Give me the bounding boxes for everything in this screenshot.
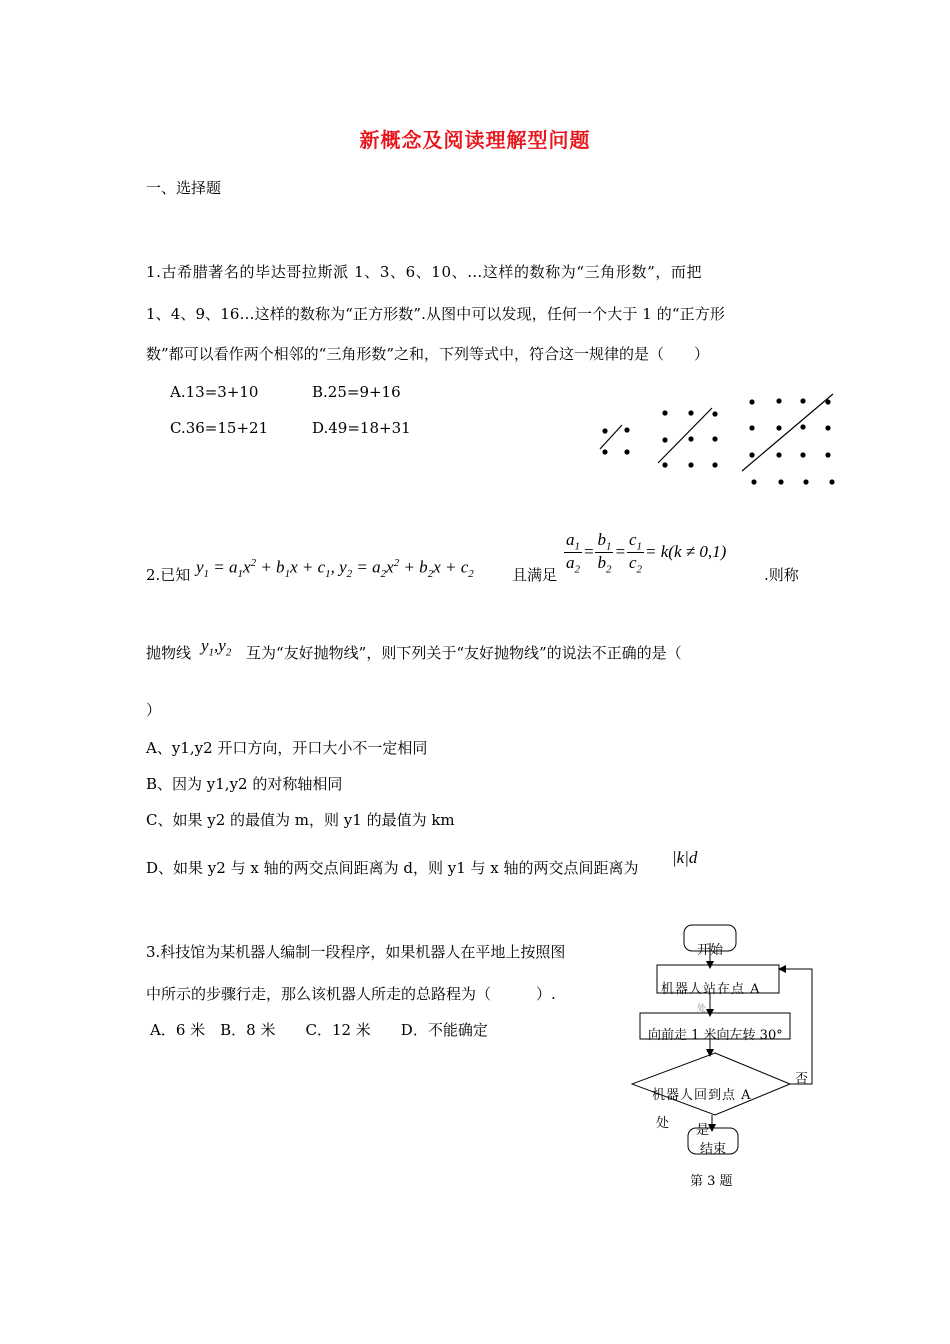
flowchart-step1-tail: 处: [697, 1004, 707, 1014]
flowchart-yes-label: 是: [696, 1123, 710, 1138]
q1-line3: 数”都可以看作两个相邻的“三角形数”之和，下列等式中，符合这一规律的是（ ）: [146, 345, 710, 363]
q2-option-b: B、因为 y1,y2 的对称轴相同: [146, 775, 343, 793]
q2-line3: ）: [146, 701, 162, 719]
q1-option-c: C.36=15+21: [170, 419, 269, 437]
q2-line2-prefix: 抛物线: [146, 644, 192, 662]
flowchart-decision: 机器人回到点 A: [652, 1088, 752, 1103]
flowchart-step2: 向前走 1 米向左转 30°: [648, 1028, 783, 1043]
q2-kd-formula: |k|d: [672, 848, 698, 867]
q2-option-a: A、y1,y2 开口方向，开口大小不一定相同: [146, 739, 428, 757]
flowchart-no-label: 否: [795, 1072, 809, 1087]
q1-line2: 1、4、9、16…这样的数称为“正方形数”.从图中可以发现，任何一个大于 1 的“正方形: [146, 305, 725, 323]
q2-option-d: D、如果 y2 与 x 轴的两交点间距离为 d，则 y1 与 x 轴的两交点间距离为: [146, 859, 639, 877]
q2-ratio-formula: $\frac{a_1}{a_2}$ = $\frac{b_1}{b_2}$ = $\frac{c_1}{c_2}$ = k(k ≠ 0,1): [566, 530, 727, 576]
q2-parabolas-formula: $y_1,y_2$: [201, 636, 232, 659]
q2-mid: 且满足: [512, 566, 558, 584]
flowchart-step1: 机器人站在点 A: [661, 982, 761, 997]
q2-suffix: .则称: [764, 566, 799, 584]
flowchart-start: 开始: [697, 943, 724, 958]
q3-line2: 中所示的步骤行走，那么该机器人所走的总路程为（ ）.: [146, 985, 556, 1003]
q2-line2-rest: 互为“友好抛物线”，则下列关于“友好抛物线”的说法不正确的是（: [246, 644, 682, 662]
q2-prefix: 2.已知: [146, 566, 191, 584]
q1-option-a: A.13=3+10: [170, 383, 259, 401]
q1-option-b: B.25=9+16: [312, 383, 401, 401]
flowchart-decision-tail: 处: [656, 1116, 670, 1131]
q3-options: A．6 米 B．8 米 C．12 米 D．不能确定: [150, 1021, 488, 1039]
q2-option-c: C、如果 y2 的最值为 m，则 y1 的最值为 km: [146, 811, 455, 829]
q3-line1: 3.科技馆为某机器人编制一段程序，如果机器人在平地上按照图: [146, 943, 566, 961]
flowchart-caption: 第 3 题: [690, 1174, 733, 1189]
square-number-dot-figure: [590, 385, 850, 495]
q2-functions-formula: $y_1 = a_1x^2 + b_1x + c_1$, $y_2 = a_2x^2 + b_2x + c_2$: [196, 557, 474, 581]
page-title: 新概念及阅读理解型问题: [359, 128, 591, 152]
section-heading: 一、选择题: [146, 179, 222, 197]
q1-option-d: D.49=18+31: [312, 419, 411, 437]
flowchart-end: 结束: [700, 1142, 727, 1157]
q1-line1: 1.古希腊著名的毕达哥拉斯派 1、3、6、10、…这样的数称为“三角形数”，而把: [146, 263, 703, 281]
